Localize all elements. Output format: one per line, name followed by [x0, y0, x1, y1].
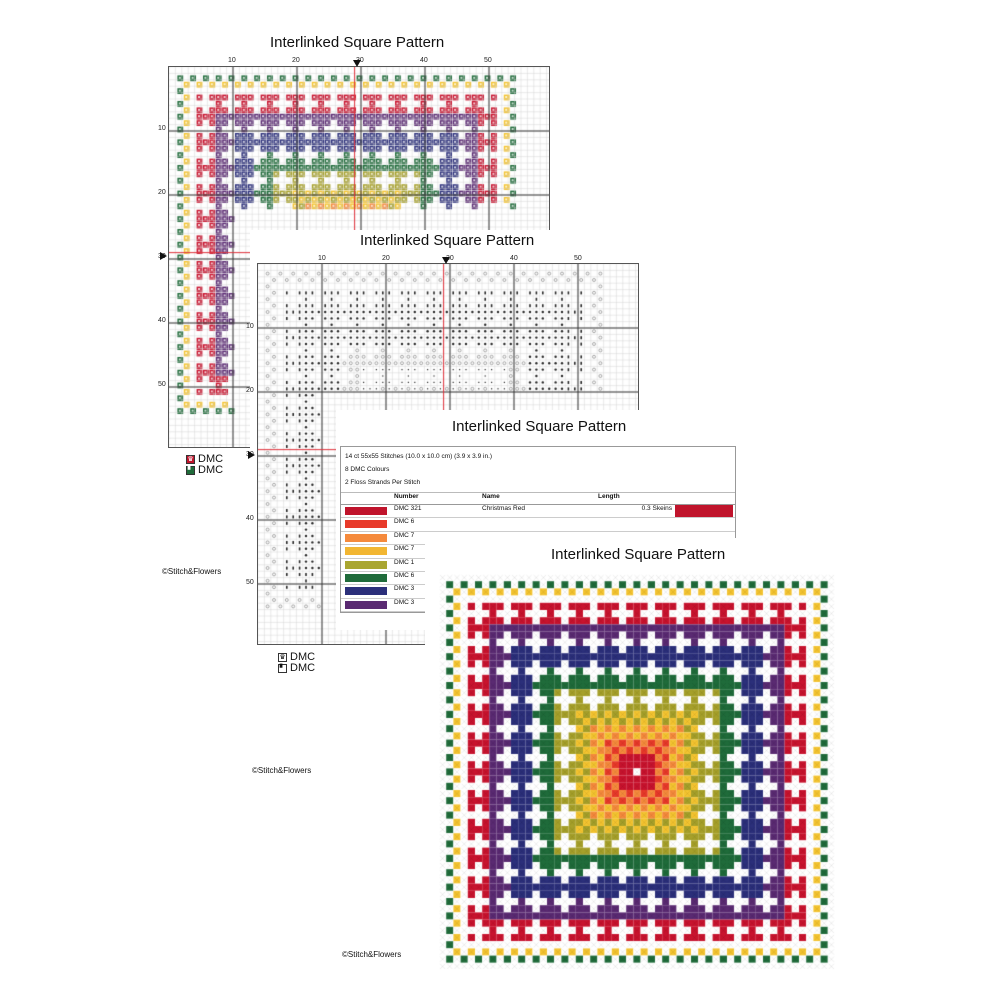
side-ruler-label: 40 — [158, 317, 166, 324]
key-brand: DMC 7 — [394, 531, 415, 539]
key-symbol — [341, 505, 391, 517]
key-swatch — [345, 601, 387, 609]
key-name — [479, 518, 595, 530]
ruler-label: 50 — [574, 255, 582, 262]
sheet-title: Interlinked Square Pattern — [270, 34, 445, 51]
side-ruler-label: 40 — [246, 515, 254, 522]
center-marker-side — [160, 252, 167, 260]
key-symbol — [341, 545, 391, 557]
key-row — [341, 505, 735, 518]
ruler-label: 40 — [510, 255, 518, 262]
ruler-label: 10 — [318, 255, 326, 262]
center-marker-top — [353, 60, 361, 67]
legend — [278, 652, 315, 674]
key-name: Christmas Red — [482, 505, 525, 512]
copyright: ©Stitch&Flowers — [162, 567, 222, 576]
key-brand: DMC 3 — [394, 598, 415, 606]
key-symbol — [341, 572, 391, 584]
sheet-title: Interlinked Square Pattern — [452, 418, 627, 435]
legend-swatch: ▘ — [187, 467, 194, 474]
key-header-row — [341, 493, 735, 505]
key-length — [595, 518, 675, 530]
key-brand: DMC 3 — [394, 585, 415, 593]
preview-sheet — [425, 538, 845, 978]
key-swatch — [345, 561, 387, 569]
header-color — [675, 493, 733, 504]
legend-row — [278, 663, 315, 674]
ruler-label: 20 — [292, 57, 300, 64]
header-name: Name — [482, 493, 500, 500]
side-ruler-label: 50 — [246, 579, 254, 586]
legend-label: DMC — [290, 651, 316, 663]
ruler-label: 30 — [356, 57, 364, 64]
side-ruler-label: 50 — [158, 381, 166, 388]
side-ruler-label: 10 — [158, 125, 166, 132]
key-color — [675, 518, 733, 530]
legend-label: DMC — [198, 464, 224, 476]
key-brand: DMC 6 — [394, 518, 415, 526]
side-ruler-label: 20 — [246, 387, 254, 394]
copyright: ©Stitch&Flowers — [342, 950, 402, 959]
ruler-label: 40 — [420, 57, 428, 64]
side-ruler-label: 30 — [246, 451, 254, 458]
key-swatch — [345, 534, 387, 542]
key-color — [675, 505, 733, 517]
side-ruler-label: 30 — [158, 253, 166, 260]
key-brand: DMC 6 — [394, 571, 415, 579]
legend-row — [186, 465, 223, 476]
side-ruler-label: 10 — [246, 323, 254, 330]
ruler-label: 20 — [382, 255, 390, 262]
key-info — [341, 447, 735, 493]
key-brand: DMC 1 — [394, 558, 415, 566]
header-symbol — [341, 493, 391, 504]
key-length: 0.3 Skeins — [641, 505, 672, 512]
key-swatch — [345, 547, 387, 555]
key-swatch — [345, 574, 387, 582]
key-symbol — [341, 532, 391, 544]
key-symbol — [341, 599, 391, 611]
legend-label: DMC — [290, 662, 316, 674]
key-brand: DMC 321 — [394, 505, 422, 512]
center-marker-side — [248, 451, 255, 459]
legend-swatch: ♛ — [279, 654, 286, 661]
ruler-label: 30 — [446, 255, 454, 262]
header-length: Length — [598, 493, 620, 500]
key-symbol — [341, 518, 391, 530]
copyright: ©Stitch&Flowers — [252, 766, 312, 775]
key-symbol — [341, 585, 391, 597]
key-brand: DMC 7 — [394, 545, 415, 553]
legend-label: DMC — [198, 453, 224, 465]
center-marker-top — [442, 257, 450, 264]
legend — [186, 454, 223, 476]
key-swatch — [345, 507, 387, 515]
sheet-title: Interlinked Square Pattern — [360, 232, 535, 249]
sheet-title: Interlinked Square Pattern — [551, 546, 726, 563]
stitched-preview — [439, 574, 835, 970]
legend-swatch: ♛ — [187, 456, 194, 463]
key-info-line: 2 Floss Strands Per Stitch — [345, 479, 421, 486]
key-swatch — [345, 587, 387, 595]
key-symbol — [341, 559, 391, 571]
ruler-label: 50 — [484, 57, 492, 64]
ruler-label: 10 — [228, 57, 236, 64]
key-swatch — [345, 520, 387, 528]
key-info-line: 8 DMC Colours — [345, 466, 390, 473]
side-ruler-label: 20 — [158, 189, 166, 196]
key-row — [341, 518, 735, 531]
header-number: Number — [394, 493, 419, 500]
key-info-line: 14 ct 55x55 Stitches (10.0 x 10.0 cm) (3.9 x 3.9 in.) — [345, 453, 493, 460]
legend-swatch: ▘ — [279, 665, 286, 672]
